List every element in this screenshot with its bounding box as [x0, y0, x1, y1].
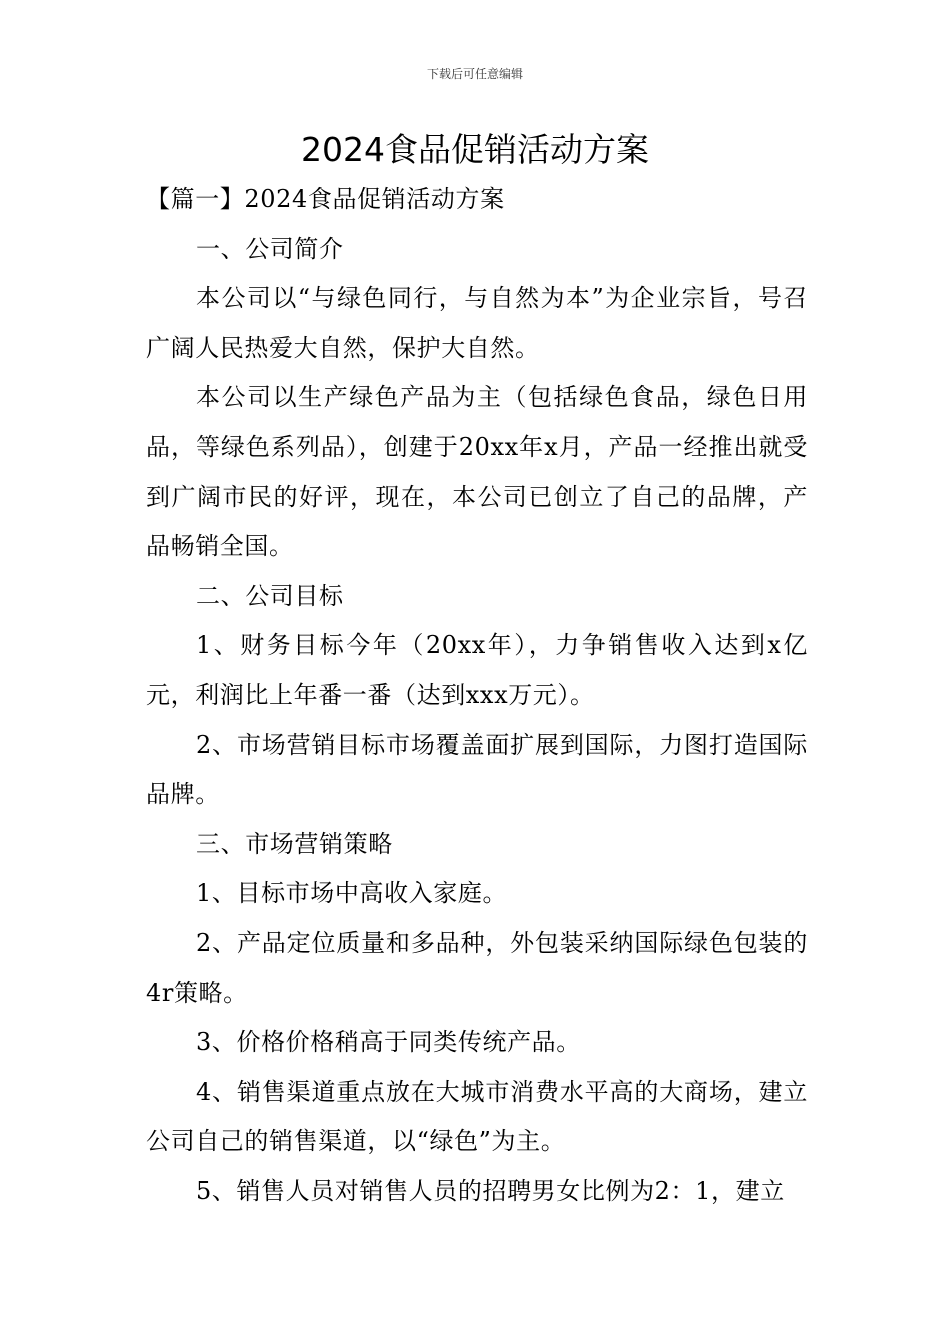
header-note: 下载后可任意编辑 — [426, 67, 523, 81]
paragraph-company-products: 本公司以生产绿色产品为主（包括绿色食品，绿色日用品，等绿色系列品），创建于20xx年x月，产品一经推出就受到广阔市民的好评，现在，本公司已创立了自己的品牌，产品畅销全国。 — [146, 383, 808, 561]
paragraph-product-positioning: 2、产品定位质量和多品种，外包装采纳国际绿色包装的4r策略。 — [146, 928, 808, 1007]
section-heading: 【篇一】2024食品促销活动方案 — [146, 185, 505, 213]
paragraph-marketing-strategy-heading: 三、市场营销策略 — [196, 829, 393, 858]
paragraph-marketing-goal: 2、市场营销目标市场覆盖面扩展到国际，力图打造国际品牌。 — [146, 730, 808, 809]
paragraph-company-motto: 本公司以“与绿色同行，与自然为本”为企业宗旨，号召广阔人民热爱大自然，保护大自然。 — [146, 284, 808, 362]
paragraph-financial-goal: 1、财务目标今年（20xx年），力争销售收入达到x亿元，利润比上年番一番（达到xxx万元）。 — [146, 631, 808, 709]
paragraph-target-market: 1、目标市场中高收入家庭。 — [196, 879, 508, 908]
document-title: 2024食品促销活动方案 — [301, 130, 649, 169]
paragraph-sales-staff: 5、销售人员对销售人员的招聘男女比例为2：1，建立 — [196, 1176, 785, 1205]
paragraph-pricing: 3、价格价格稍高于同类传统产品。 — [196, 1028, 581, 1057]
paragraph-sales-channels: 4、销售渠道重点放在大城市消费水平高的大商场，建立公司自己的销售渠道，以“绿色”为主。 — [146, 1077, 808, 1156]
paragraph-company-goals-heading: 二、公司目标 — [196, 581, 344, 610]
paragraph-company-intro-heading: 一、公司简介 — [196, 234, 344, 263]
document-body — [146, 175, 808, 1216]
